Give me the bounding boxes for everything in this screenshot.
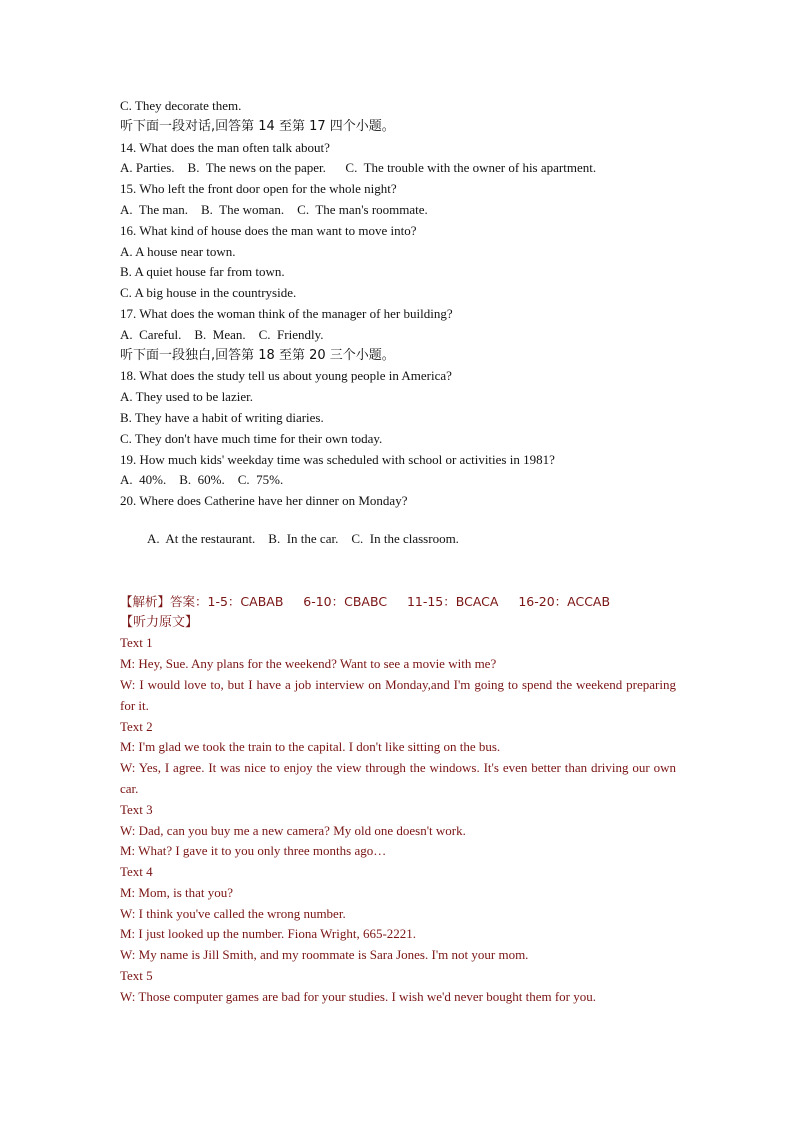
question-18-option-c: C. They don't have much time for their own today. (120, 430, 383, 446)
question-14: 14. What does the man often talk about? (120, 139, 330, 155)
question-15: 15. Who left the front door open for the whole night? (120, 181, 397, 197)
question-19-options: A. 40%. B. 60%. C. 75%. (120, 472, 284, 488)
text1-label: Text 1 (120, 635, 153, 651)
text5-label: Text 5 (120, 968, 153, 984)
question-16-option-b: B. A quiet house far from town. (120, 264, 285, 280)
text4-line3: M: I just looked up the number. Fiona Wright, 665-2221. (120, 926, 417, 942)
question-16-option-c: C. A big house in the countryside. (120, 285, 297, 301)
question-14-options: A. Parties. B. The news on the paper. C. The trouble with the owner of his apartment. (120, 160, 597, 176)
question-18-option-b: B. They have a habit of writing diaries. (120, 409, 324, 425)
text3-line1: W: Dad, can you buy me a new camera? My old one doesn't work. (120, 822, 466, 838)
q13-option-c: C. They decorate them. (120, 98, 242, 113)
text5-line1: W: Those computer games are bad for your studies. I wish we'd never bought them for you. (120, 988, 596, 1004)
text3-label: Text 3 (120, 801, 153, 817)
question-16: 16. What kind of house does the man want to move into? (120, 222, 417, 238)
text2-line1: M: I'm glad we took the train to the capital. I don't like sitting on the bus. (120, 739, 501, 755)
section-heading-14-17: 听下面一段对话,回答第 14 至第 17 四个小题。 (120, 118, 395, 134)
text4-line4: W: My name is Jill Smith, and my roommate is Sara Jones. I'm not your mom. (120, 947, 529, 963)
transcript-heading: 【听力原文】 (120, 614, 199, 630)
text4-label: Text 4 (120, 864, 153, 880)
text4-line2: W: I think you've called the wrong number. (120, 905, 346, 921)
text2-line2: W: Yes, I agree. It was nice to enjoy the view through the windows. It's even better than driving our own car. (120, 760, 676, 796)
answer-key: 【解析】答案：1-5：CABAB 6-10：CBABC 11-15：BCACA 16-20：ACCAB (120, 593, 611, 609)
question-20-options: A. At the restaurant. B. In the car. C. In the classroom. (147, 530, 459, 546)
document-page (120, 96, 676, 1008)
question-16-option-a: A. A house near town. (120, 243, 236, 259)
question-19: 19. How much kids' weekday time was scheduled with school or activities in 1981? (120, 451, 555, 467)
question-20: 20. Where does Catherine have her dinner on Monday? (120, 493, 408, 509)
text2-label: Text 2 (120, 718, 153, 734)
text1-line1: M: Hey, Sue. Any plans for the weekend? Want to see a movie with me? (120, 656, 497, 672)
section-heading-18-20: 听下面一段独白,回答第 18 至第 20 三个小题。 (120, 347, 395, 363)
question-17: 17. What does the woman think of the manager of her building? (120, 305, 453, 321)
question-17-options: A. Careful. B. Mean. C. Friendly. (120, 326, 324, 342)
text3-line2: M: What? I gave it to you only three months ago… (120, 843, 387, 859)
text4-line1: M: Mom, is that you? (120, 884, 234, 900)
question-18-option-a: A. They used to be lazier. (120, 389, 253, 405)
text1-line2: W: I would love to, but I have a job interview on Monday,and I'm going to spend the weekend preparing for it. (120, 676, 676, 713)
question-18: 18. What does the study tell us about young people in America? (120, 368, 452, 384)
question-15-options: A. The man. B. The woman. C. The man's roommate. (120, 201, 428, 217)
